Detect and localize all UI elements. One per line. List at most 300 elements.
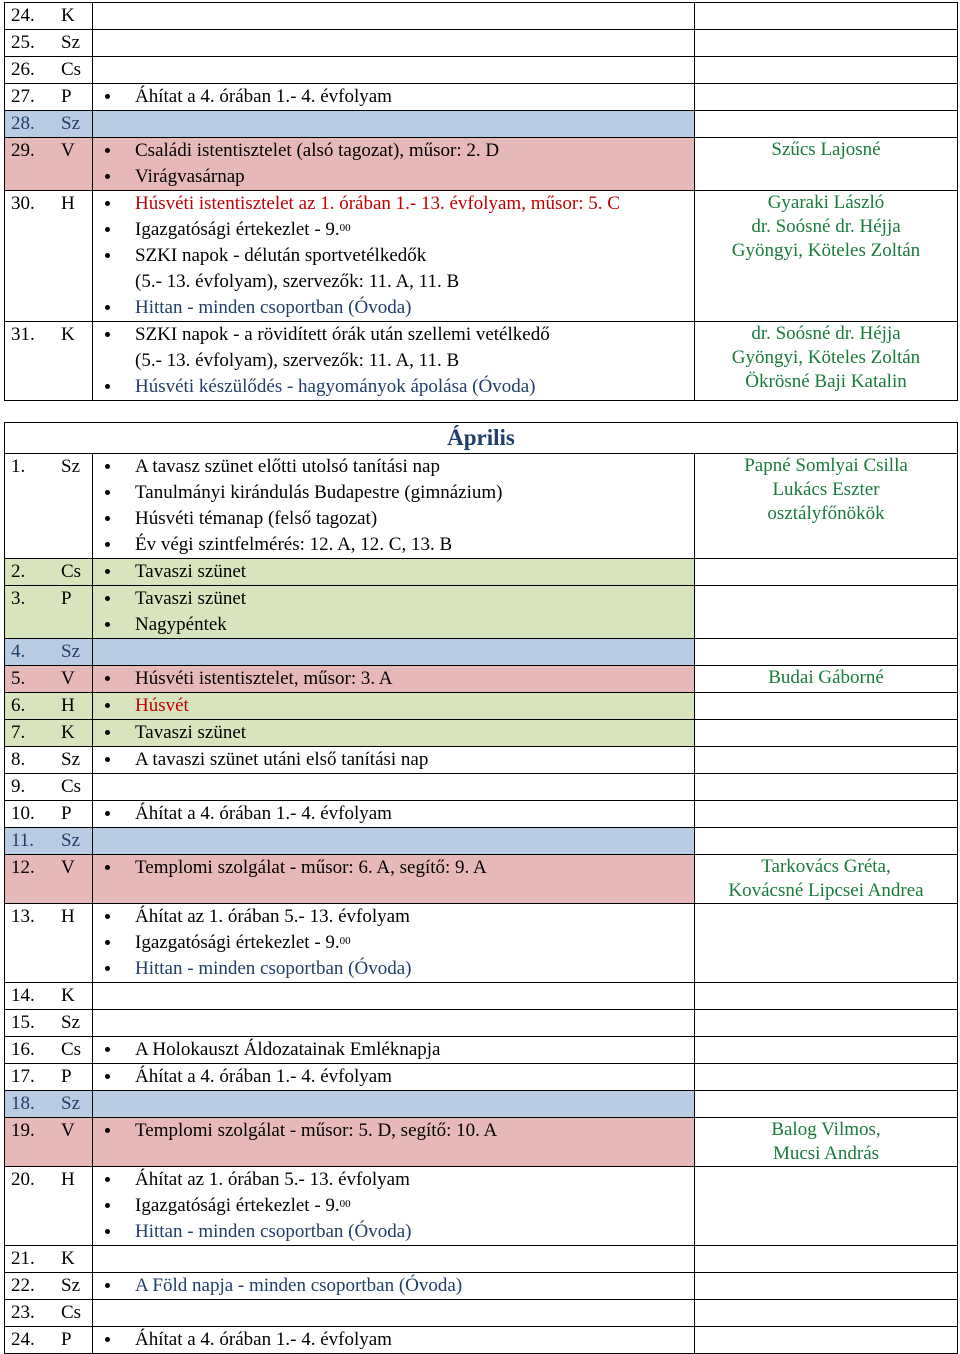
event-item [135, 295, 694, 321]
events-cell [93, 1064, 695, 1091]
event-text: A tavaszi szünet utáni első tanítási nap [135, 749, 429, 770]
events-cell [93, 1118, 695, 1167]
responsible-person: osztályfőnökök [767, 503, 885, 524]
responsible-cell [695, 983, 958, 1010]
day-letter: K [61, 985, 75, 1006]
event-item [135, 586, 694, 612]
event-item [135, 1193, 694, 1219]
events-cell [93, 138, 695, 191]
event-text: Áhítat a 4. órában 1.- 4. évfolyam [135, 803, 392, 824]
event-text: Családi istentisztelet (alsó tagozat), műsor: 2. D [135, 140, 500, 161]
events-cell [93, 720, 695, 747]
day-letter: K [61, 722, 75, 743]
day-number: 9. [11, 776, 26, 797]
responsible-cell [695, 322, 958, 401]
day-row [5, 1010, 958, 1037]
event-item [135, 1167, 694, 1193]
event-item [135, 801, 694, 827]
responsible-person: Lukács Eszter [772, 479, 880, 500]
event-item [135, 84, 694, 110]
day-cell [5, 1091, 93, 1118]
events-cell [93, 801, 695, 828]
day-letter: Sz [61, 1012, 80, 1033]
event-text: Húsvéti témanap (felső tagozat) [135, 508, 378, 529]
day-row [5, 138, 958, 191]
day-cell [5, 828, 93, 855]
day-cell [5, 1064, 93, 1091]
event-time-superscript: 00 [339, 222, 351, 234]
event-text: Templomi szolgálat - műsor: 6. A, segítő: 9. A [135, 857, 487, 878]
responsible-person: dr. Soósné dr. Héjja [751, 323, 901, 344]
responsible-cell [695, 720, 958, 747]
responsible-cell [695, 639, 958, 666]
event-item [135, 480, 694, 506]
events-cell [93, 828, 695, 855]
day-row [5, 1246, 958, 1273]
day-row [5, 666, 958, 693]
event-item [135, 666, 694, 692]
events-cell [93, 983, 695, 1010]
day-cell [5, 1246, 93, 1273]
day-number: 13. [11, 906, 35, 927]
events-cell [93, 30, 695, 57]
day-number: 19. [11, 1120, 35, 1141]
day-cell [5, 1300, 93, 1327]
day-number: 31. [11, 324, 35, 345]
event-text: Tavaszi szünet [135, 561, 247, 582]
event-text: Igazgatósági értekezlet - 9. [135, 1195, 340, 1216]
event-list [93, 801, 694, 827]
day-number: 5. [11, 668, 26, 689]
events-cell [93, 1010, 695, 1037]
day-letter: V [61, 668, 75, 689]
events-cell [93, 1273, 695, 1300]
event-list [93, 720, 694, 746]
day-letter: P [61, 803, 72, 824]
day-cell [5, 111, 93, 138]
day-row [5, 3, 958, 30]
day-cell [5, 801, 93, 828]
day-letter: V [61, 140, 75, 161]
month-title: Április [5, 423, 958, 454]
event-item [135, 506, 694, 532]
event-text: Templomi szolgálat - műsor: 5. D, segítő: 10. A [135, 1120, 498, 1141]
event-list [93, 855, 694, 881]
event-list [93, 1327, 694, 1353]
day-row [5, 1064, 958, 1091]
day-cell [5, 454, 93, 559]
day-number: 8. [11, 749, 26, 770]
event-item [135, 747, 694, 773]
day-letter: K [61, 5, 75, 26]
day-cell [5, 586, 93, 639]
day-number: 6. [11, 695, 26, 716]
responsible-cell [695, 138, 958, 191]
day-cell [5, 747, 93, 774]
event-item [135, 612, 694, 638]
event-text: Áhítat a 4. órában 1.- 4. évfolyam [135, 1066, 392, 1087]
responsible-cell [695, 1167, 958, 1246]
day-number: 18. [11, 1093, 35, 1114]
day-cell [5, 30, 93, 57]
day-row [5, 1300, 958, 1327]
day-cell [5, 983, 93, 1010]
events-cell [93, 855, 695, 904]
responsible-person: Tarkovács Gréta, [761, 856, 891, 877]
responsible-person: Mucsi András [772, 1143, 880, 1164]
day-cell [5, 904, 93, 983]
responsible-cell [695, 111, 958, 138]
event-item [135, 243, 694, 269]
event-item [135, 1118, 694, 1144]
event-text: Áhítat a 4. órában 1.- 4. évfolyam [135, 1329, 392, 1350]
day-letter: V [61, 1120, 75, 1141]
day-number: 1. [11, 456, 26, 477]
day-cell [5, 57, 93, 84]
day-row [5, 1273, 958, 1300]
day-number: 25. [11, 32, 35, 53]
day-number: 4. [11, 641, 26, 662]
day-row [5, 1091, 958, 1118]
event-text: Húsvéti készülődés - hagyományok ápolása (Óvoda) [135, 376, 536, 397]
events-cell [93, 666, 695, 693]
day-cell [5, 191, 93, 322]
responsible-cell [695, 1118, 958, 1167]
responsible-person: Gyöngyi, Köteles Zoltán [731, 240, 921, 261]
event-text: Igazgatósági értekezlet - 9. [135, 219, 340, 240]
day-row [5, 586, 958, 639]
events-cell [93, 57, 695, 84]
event-item [135, 1037, 694, 1063]
event-item [135, 904, 694, 930]
event-item [135, 217, 694, 243]
day-letter: H [61, 695, 75, 716]
events-cell [93, 191, 695, 322]
event-list [93, 904, 694, 982]
event-item [135, 532, 694, 558]
event-list [93, 559, 694, 585]
event-time-superscript: 00 [339, 935, 351, 947]
day-letter: K [61, 324, 75, 345]
day-letter: Sz [61, 1093, 80, 1114]
day-letter: P [61, 588, 72, 609]
day-number: 14. [11, 985, 35, 1006]
day-number: 15. [11, 1012, 35, 1033]
day-row [5, 774, 958, 801]
responsible-cell [695, 30, 958, 57]
day-row [5, 191, 958, 322]
events-cell [93, 3, 695, 30]
event-item [135, 164, 694, 190]
day-row [5, 322, 958, 401]
day-number: 29. [11, 140, 35, 161]
event-list [93, 747, 694, 773]
day-row [5, 828, 958, 855]
day-number: 2. [11, 561, 26, 582]
day-cell [5, 774, 93, 801]
event-list [93, 84, 694, 110]
day-letter: Sz [61, 749, 80, 770]
day-letter: Sz [61, 641, 80, 662]
day-number: 10. [11, 803, 35, 824]
day-cell [5, 1167, 93, 1246]
event-list [93, 586, 694, 638]
responsible-cell [695, 559, 958, 586]
event-item [135, 191, 694, 217]
day-letter: Sz [61, 32, 80, 53]
event-text: Hittan - minden csoportban (Óvoda) [135, 958, 412, 979]
event-list [93, 1064, 694, 1090]
day-row [5, 983, 958, 1010]
responsible-cell [695, 3, 958, 30]
day-number: 28. [11, 113, 35, 134]
day-cell [5, 322, 93, 401]
day-cell [5, 138, 93, 191]
responsible-cell [695, 191, 958, 322]
responsible-person: dr. Soósné dr. Héjja [751, 216, 901, 237]
responsible-cell [695, 454, 958, 559]
event-list [93, 1118, 694, 1144]
day-cell [5, 1327, 93, 1354]
day-number: 26. [11, 59, 35, 80]
april-schedule-table [4, 422, 958, 1354]
event-item [135, 1327, 694, 1353]
day-number: 11. [11, 830, 35, 851]
day-letter: H [61, 1169, 75, 1190]
day-number: 23. [11, 1302, 35, 1323]
day-number: 17. [11, 1066, 35, 1087]
day-row [5, 801, 958, 828]
event-text: Virágvasárnap [135, 166, 245, 187]
event-text: Áhítat az 1. órában 5.- 13. évfolyam [135, 906, 410, 927]
day-cell [5, 1037, 93, 1064]
event-text: Igazgatósági értekezlet - 9. [135, 932, 340, 953]
day-cell [5, 84, 93, 111]
events-cell [93, 84, 695, 111]
event-text: Év végi szintfelmérés: 12. A, 12. C, 13. B [135, 534, 453, 555]
events-cell [93, 559, 695, 586]
day-cell [5, 639, 93, 666]
responsible-cell [695, 693, 958, 720]
day-cell [5, 1273, 93, 1300]
events-cell [93, 1167, 695, 1246]
day-letter: Sz [61, 830, 80, 851]
event-text: Hittan - minden csoportban (Óvoda) [135, 297, 412, 318]
event-item [135, 693, 694, 719]
day-row [5, 57, 958, 84]
event-text: A tavasz szünet előtti utolsó tanítási nap [135, 456, 440, 477]
responsible-cell [695, 1010, 958, 1037]
day-letter: Cs [61, 59, 82, 80]
event-item [135, 559, 694, 585]
day-row [5, 855, 958, 904]
responsible-person: Szűcs Lajosné [771, 139, 881, 160]
day-number: 16. [11, 1039, 35, 1060]
day-cell [5, 3, 93, 30]
responsible-cell [695, 1273, 958, 1300]
day-letter: P [61, 1066, 72, 1087]
event-text: Hittan - minden csoportban (Óvoda) [135, 1221, 412, 1242]
event-item [135, 348, 694, 374]
responsible-cell [695, 1300, 958, 1327]
day-cell [5, 1010, 93, 1037]
event-item [135, 855, 694, 881]
day-row [5, 1327, 958, 1354]
day-row [5, 693, 958, 720]
event-item [135, 720, 694, 746]
responsible-person: Kovácsné Lipcsei Andrea [728, 880, 924, 901]
event-text: Áhítat az 1. órában 5.- 13. évfolyam [135, 1169, 410, 1190]
responsible-person: Papné Somlyai Csilla [744, 455, 908, 476]
events-cell [93, 322, 695, 401]
event-text: (5.- 13. évfolyam), szervezők: 11. A, 11. B [135, 271, 460, 292]
event-item [135, 322, 694, 348]
events-cell [93, 1091, 695, 1118]
event-list [93, 693, 694, 719]
day-letter: Cs [61, 1039, 82, 1060]
event-item [135, 374, 694, 400]
day-cell [5, 1118, 93, 1167]
event-text: SZKI napok - a rövidített órák után szellemi vetélkedő [135, 324, 550, 345]
day-letter: Cs [61, 1302, 82, 1323]
march-schedule-table [4, 2, 958, 401]
day-letter: Sz [61, 456, 80, 477]
responsible-person: Budai Gáborné [768, 667, 884, 688]
responsible-person: Gyaraki László [767, 192, 885, 213]
events-cell [93, 1246, 695, 1273]
day-cell [5, 559, 93, 586]
day-row [5, 1037, 958, 1064]
event-list [93, 322, 694, 400]
events-cell [93, 1327, 695, 1354]
event-item [135, 1219, 694, 1245]
day-number: 24. [11, 1329, 35, 1350]
events-cell [93, 1037, 695, 1064]
responsible-cell [695, 84, 958, 111]
day-letter: P [61, 1329, 72, 1350]
responsible-cell [695, 828, 958, 855]
events-cell [93, 454, 695, 559]
day-row [5, 30, 958, 57]
day-number: 22. [11, 1275, 35, 1296]
day-row [5, 639, 958, 666]
day-letter: H [61, 906, 75, 927]
event-text: Tavaszi szünet [135, 722, 247, 743]
event-item [135, 138, 694, 164]
day-letter: Sz [61, 113, 80, 134]
events-cell [93, 111, 695, 138]
event-text: Nagypéntek [135, 614, 227, 635]
day-letter: H [61, 193, 75, 214]
responsible-cell [695, 1327, 958, 1354]
event-text: Tanulmányi kirándulás Budapestre (gimnázium) [135, 482, 503, 503]
day-cell [5, 855, 93, 904]
day-letter: Cs [61, 776, 82, 797]
event-list [93, 138, 694, 190]
events-cell [93, 904, 695, 983]
day-letter: Sz [61, 1275, 80, 1296]
event-list [93, 1037, 694, 1063]
day-letter: K [61, 1248, 75, 1269]
event-text: Húsvét [135, 695, 189, 716]
event-item [135, 454, 694, 480]
day-row [5, 111, 958, 138]
responsible-cell [695, 747, 958, 774]
event-list [93, 1273, 694, 1299]
day-cell [5, 693, 93, 720]
day-row [5, 84, 958, 111]
day-row [5, 720, 958, 747]
event-item [135, 1064, 694, 1090]
day-number: 20. [11, 1169, 35, 1190]
responsible-cell [695, 774, 958, 801]
day-number: 3. [11, 588, 26, 609]
events-cell [93, 747, 695, 774]
day-letter: Cs [61, 561, 82, 582]
event-item [135, 956, 694, 982]
event-list [93, 1167, 694, 1245]
events-cell [93, 774, 695, 801]
day-row [5, 904, 958, 983]
event-text: SZKI napok - délután sportvetélkedők [135, 245, 427, 266]
day-number: 30. [11, 193, 35, 214]
events-cell [93, 693, 695, 720]
event-list [93, 191, 694, 321]
day-number: 21. [11, 1248, 35, 1269]
responsible-cell [695, 1037, 958, 1064]
responsible-cell [695, 666, 958, 693]
event-time-superscript: 00 [339, 1198, 351, 1210]
event-text: A Holokauszt Áldozatainak Emléknapja [135, 1039, 441, 1060]
event-list [93, 454, 694, 558]
event-text: A Föld napja - minden csoportban (Óvoda) [135, 1275, 463, 1296]
day-row [5, 454, 958, 559]
day-letter: P [61, 86, 72, 107]
events-cell [93, 1300, 695, 1327]
event-text: Húsvéti istentisztelet, műsor: 3. A [135, 668, 393, 689]
day-row [5, 747, 958, 774]
responsible-cell [695, 855, 958, 904]
day-number: 27. [11, 86, 35, 107]
responsible-cell [695, 801, 958, 828]
event-item [135, 930, 694, 956]
responsible-cell [695, 1246, 958, 1273]
day-row [5, 1118, 958, 1167]
day-row [5, 1167, 958, 1246]
responsible-person: Balog Vilmos, [771, 1119, 881, 1140]
events-cell [93, 639, 695, 666]
day-number: 12. [11, 857, 35, 878]
events-cell [93, 586, 695, 639]
responsible-cell [695, 57, 958, 84]
responsible-cell [695, 1064, 958, 1091]
responsible-cell [695, 586, 958, 639]
event-list [93, 666, 694, 692]
event-text: Áhítat a 4. órában 1.- 4. évfolyam [135, 86, 392, 107]
day-cell [5, 720, 93, 747]
event-text: Tavaszi szünet [135, 588, 247, 609]
day-row [5, 559, 958, 586]
event-item [135, 1273, 694, 1299]
event-item [135, 269, 694, 295]
day-number: 24. [11, 5, 35, 26]
responsible-person: Gyöngyi, Köteles Zoltán [731, 347, 921, 368]
event-text: Húsvéti istentisztelet az 1. órában 1.- 13. évfolyam, műsor: 5. C [135, 193, 620, 214]
day-number: 7. [11, 722, 26, 743]
responsible-cell [695, 904, 958, 983]
responsible-cell [695, 1091, 958, 1118]
event-text: (5.- 13. évfolyam), szervezők: 11. A, 11. B [135, 350, 460, 371]
